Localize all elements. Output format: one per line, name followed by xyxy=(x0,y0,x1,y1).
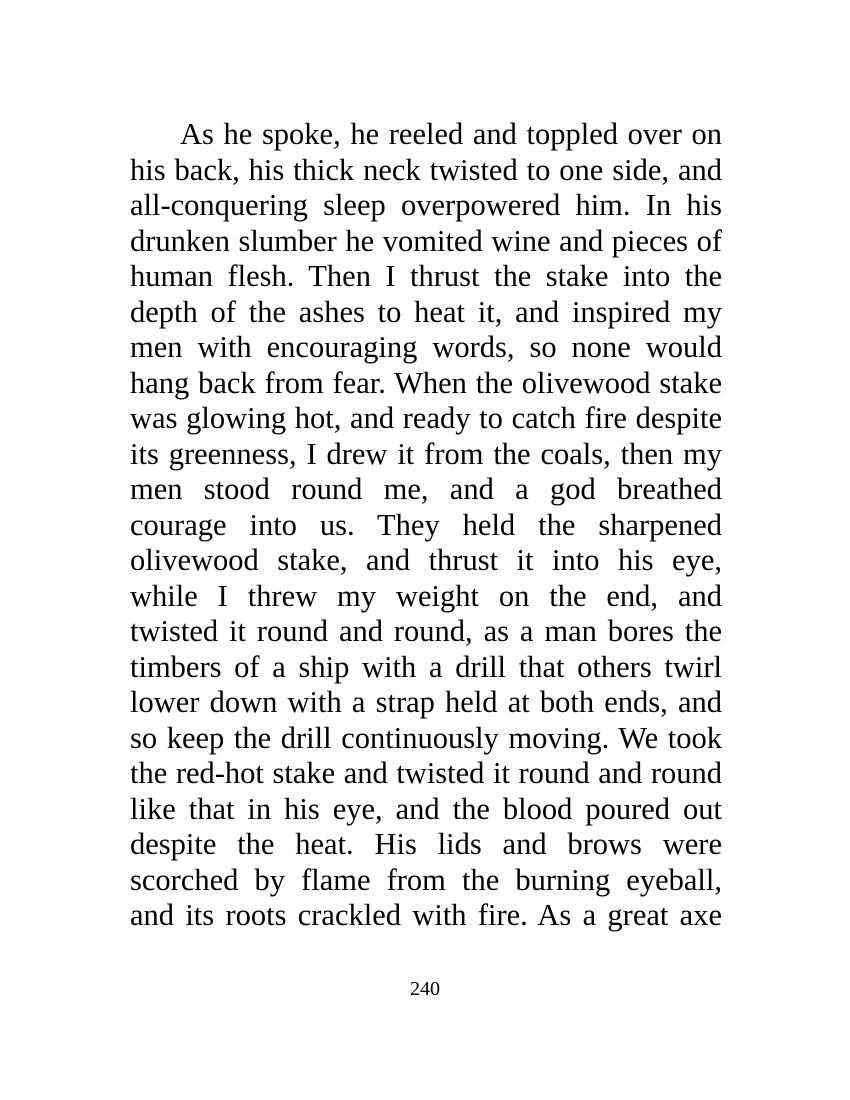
text-line: lower down with a strap held at both ends, and xyxy=(130,685,722,719)
text-line: the red-hot stake and twisted it round and round xyxy=(130,756,722,790)
text-line: like that in his eye, and the blood poured out xyxy=(130,791,722,826)
text-line: so keep the drill continuously moving. We took xyxy=(130,720,722,755)
text-line: his back, his thick neck twisted to one side, and xyxy=(130,152,722,187)
body-text xyxy=(130,117,722,934)
text-line: human flesh. Then I thrust the stake into the xyxy=(130,259,722,293)
text-line: As he spoke, he reeled and toppled over on xyxy=(180,117,722,151)
text-line: drunken slumber he vomited wine and pieces of xyxy=(130,223,722,258)
text-line: twisted it round and round, as a man bores the xyxy=(130,614,722,648)
page-number: 240 xyxy=(410,978,440,1000)
text-line: all-conquering sleep overpowered him. In his xyxy=(130,188,722,222)
text-line: and its roots crackled with fire. As a great axe xyxy=(130,898,722,932)
text-line: olivewood stake, and thrust it into his eye, xyxy=(130,543,722,577)
text-line: timbers of a ship with a drill that others twirl xyxy=(130,649,722,684)
text-line: men with encouraging words, so none would xyxy=(130,330,722,364)
text-line: men stood round me, and a god breathed xyxy=(130,472,722,506)
text-line: depth of the ashes to heat it, and inspired my xyxy=(130,294,722,329)
text-line: while I threw my weight on the end, and xyxy=(130,578,722,613)
text-line: courage into us. They held the sharpened xyxy=(130,507,722,542)
text-line: despite the heat. His lids and brows were xyxy=(130,827,722,861)
text-line: hang back from fear. When the olivewood stake xyxy=(130,365,722,400)
text-line: its greenness, I drew it from the coals, then my xyxy=(130,436,722,471)
text-line: was glowing hot, and ready to catch fire despite xyxy=(130,401,722,435)
text-line: scorched by flame from the burning eyeball, xyxy=(130,862,722,897)
